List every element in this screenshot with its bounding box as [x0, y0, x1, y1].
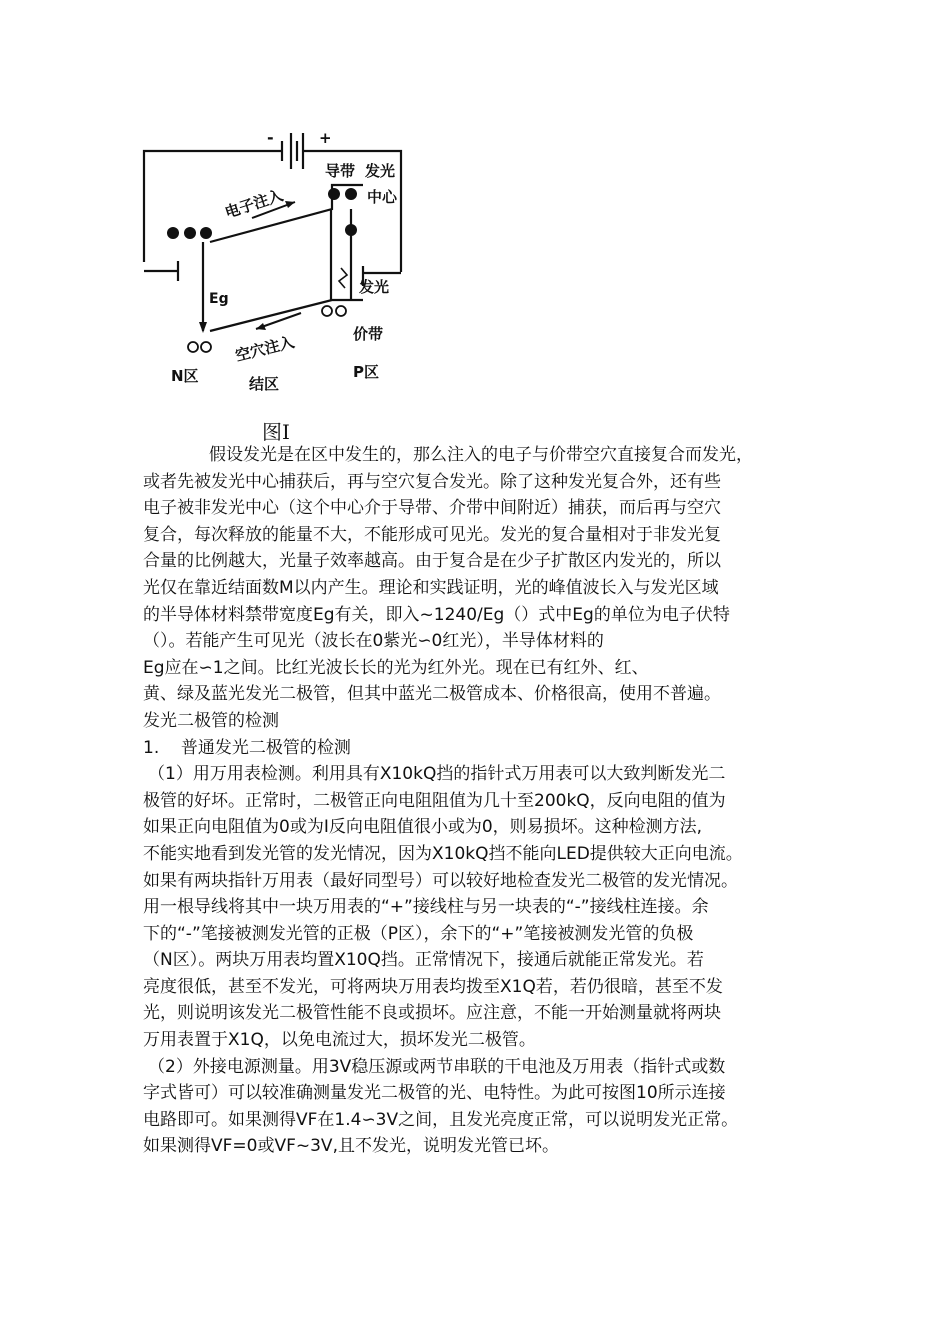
paragraph-line: 的半导体材料禁带宽度Eg有关，即入~1240/Eg（）式中Eg的单位为电子伏特 [143, 604, 730, 625]
electron [328, 188, 340, 200]
eg-label: Eg [209, 291, 229, 307]
paragraph-line: 光，则说明该发光二极管性能不良或损坏。应注意，不能一开始测量就将两块 [143, 1003, 721, 1024]
energy-band-diagram [135, 125, 410, 405]
paragraph-line: 用一根导线将其中一块万用表的“+”接线柱与另一块表的“-”接线柱连接。余 [143, 897, 709, 918]
paragraph-line: （2）外接电源测量。用3V稳压源或两节串联的干电池及万用表（指针式或数 [148, 1056, 726, 1077]
electron [167, 227, 179, 239]
paragraph-line: 不能实地看到发光管的发光情况，因为X10kQ挡不能向LED提供较大正向电流。 [143, 843, 743, 864]
paragraph-line: 或者先被发光中心捕获后，再与空穴复合发光。除了这种发光复合外，还有些 [143, 471, 721, 492]
paragraph-line: 字式皆可）可以较准确测量发光二极管的光、电特性。为此可按图10所示连接 [143, 1083, 726, 1104]
luminous-label: 发光 [365, 162, 396, 180]
n-region-label: N区 [171, 367, 199, 385]
eg-arrow-head [199, 322, 207, 333]
light-emit-label: 发光 [359, 278, 390, 296]
subsection-heading: 1. 普通发光二极管的检测 [143, 737, 351, 758]
paragraph-line: 复合，每次释放的能量不大，不能形成可见光。发光的复合量相对于非发光复 [143, 524, 721, 545]
light-arrow [339, 268, 347, 288]
paragraph-line: 黄、绿及蓝光发光二极管，但其中蓝光二极管成本、价格很高，使用不普遍。 [143, 684, 721, 705]
left-contact [144, 261, 178, 281]
paragraph-line: 电路即可。如果测得VF在1.4∽3V之间，且发光亮度正常，可以说明发光正常。 [143, 1109, 739, 1130]
electron [184, 227, 196, 239]
p-region-label: P区 [353, 363, 379, 381]
paragraph-line: 亮度很低，甚至不发光，可将两块万用表均拨至X1Q若，若仍很暗，甚至不发 [143, 976, 723, 997]
paragraph-line: （1）用万用表检测。利用具有X10kQ挡的指针式万用表可以大致判断发光二 [148, 764, 726, 785]
paragraph-line: （N区）。两块万用表均置X10Q挡。正常情况下，接通后就能正常发光。若 [143, 950, 704, 971]
hole [336, 306, 346, 316]
paragraph-line: 电子被非发光中心（这个中心介于导带、介带中间附近）捕获，而后再与空穴 [143, 498, 721, 519]
hole [188, 342, 198, 352]
junction-region-label: 结区 [249, 375, 280, 393]
document-body [143, 442, 833, 1160]
paragraph-line: （）。若能产生可见光（波长在0紫光∽0红光），半导体材料的 [143, 631, 604, 652]
hole [201, 342, 211, 352]
valence-band-label: 价带 [353, 325, 384, 343]
electron [345, 188, 357, 200]
paragraph-line: 假设发光是在区中发生的，那么注入的电子与价带空穴直接复合而发光， [209, 445, 753, 465]
paragraph-line: Eg应在∽1之间。比红光波长长的光为红外光。现在已有红外、红、 [143, 657, 649, 678]
plus-label: + [319, 129, 332, 147]
paragraph-line: 下的“-”笔接被测发光管的正极（P区），余下的“+”笔接被测发光管的负极 [143, 923, 694, 944]
paragraph-line: 合量的比例越大，光量子效率越高。由于复合是在少子扩散区内发光的，所以 [143, 551, 721, 572]
conduction-band-label: 导带 [325, 162, 356, 180]
paragraph-line: 光仅在靠近结面数M以内产生。理论和实践证明，光的峰值波长入与发光区域 [143, 577, 719, 598]
section-heading: 发光二极管的检测 [143, 710, 279, 731]
hole [322, 306, 332, 316]
center-label: 中心 [367, 188, 398, 206]
paragraph-line: 如果有两块指针万用表（最好同型号）可以较好地检查发光二极管的发光情况。 [143, 870, 738, 891]
figure-caption: 图I [262, 420, 290, 444]
paragraph-line: 如果正向电阻值为0或为I反向电阻值很小或为0，则易损坏。这种检测方法, [143, 817, 703, 838]
paragraph-line: 万用表置于X1Q，以免电流过大，损坏发光二极管。 [143, 1030, 536, 1051]
minus-label: - [267, 128, 274, 147]
hole-injection-label: 空穴注入 [233, 332, 297, 365]
paragraph-line: 如果测得VF=0或VF~3V,且不发光，说明发光管已坏。 [143, 1136, 559, 1157]
electron [200, 227, 212, 239]
trapped-electron [345, 224, 357, 236]
electron-injection-label: 电子注入 [222, 186, 286, 222]
paragraph-line: 极管的好坏。正常时，二极管正向电阻阻值为几十至200kQ，反向电阻的值为 [143, 790, 726, 811]
